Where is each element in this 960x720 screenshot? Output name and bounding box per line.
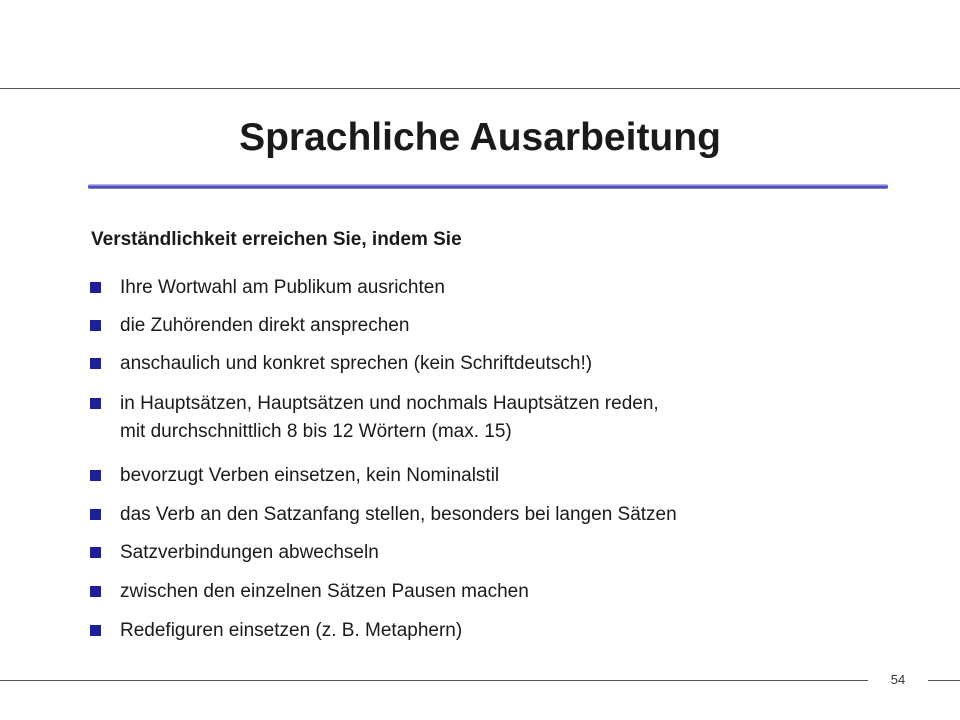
bullet-text-line-1: in Hauptsätzen, Hauptsätzen und nochmals Hauptsätzen reden,	[120, 393, 659, 414]
bullet-item	[90, 539, 880, 567]
square-bullet-icon	[90, 320, 101, 331]
bullet-text: das Verb an den Satzanfang stellen, besonders bei langen Sätzen	[120, 504, 677, 525]
square-bullet-icon	[90, 470, 101, 481]
square-bullet-icon	[90, 358, 101, 369]
slide-subheading: Verständlichkeit erreichen Sie, indem Sie	[91, 229, 462, 250]
square-bullet-icon	[90, 625, 101, 636]
bullet-text: zwischen den einzelnen Sätzen Pausen machen	[120, 581, 529, 602]
bullet-item	[90, 501, 880, 529]
square-bullet-icon	[90, 282, 101, 293]
bullet-item	[90, 312, 880, 340]
bullet-item	[90, 578, 880, 606]
bullet-item	[90, 462, 880, 490]
bullet-text-line-2: mit durchschnittlich 8 bis 12 Wörtern (max. 15)	[120, 421, 512, 442]
bullet-text: Ihre Wortwahl am Publikum ausrichten	[120, 277, 445, 298]
bullet-text: Satzverbindungen abwechseln	[120, 542, 379, 563]
slide-title: Sprachliche Ausarbeitung	[239, 116, 721, 159]
square-bullet-icon	[90, 586, 101, 597]
bullet-item	[90, 390, 880, 446]
bullet-item	[90, 350, 880, 378]
header-divider	[0, 88, 960, 89]
square-bullet-icon	[90, 398, 101, 409]
bullet-text: Redefiguren einsetzen (z. B. Metaphern)	[120, 620, 463, 641]
square-bullet-icon	[90, 509, 101, 520]
bullet-item	[90, 617, 880, 645]
footer-divider-right	[928, 680, 960, 681]
square-bullet-icon	[90, 547, 101, 558]
page-number: 54	[890, 672, 906, 687]
title-underline-bar	[88, 184, 888, 189]
bullet-text: die Zuhörenden direkt ansprechen	[120, 315, 410, 336]
bullet-text: bevorzugt Verben einsetzen, kein Nominalstil	[120, 465, 500, 486]
bullet-text: anschaulich und konkret sprechen (kein Schriftdeutsch!)	[120, 353, 593, 374]
footer-divider-left	[0, 680, 868, 681]
bullet-item	[90, 274, 880, 302]
